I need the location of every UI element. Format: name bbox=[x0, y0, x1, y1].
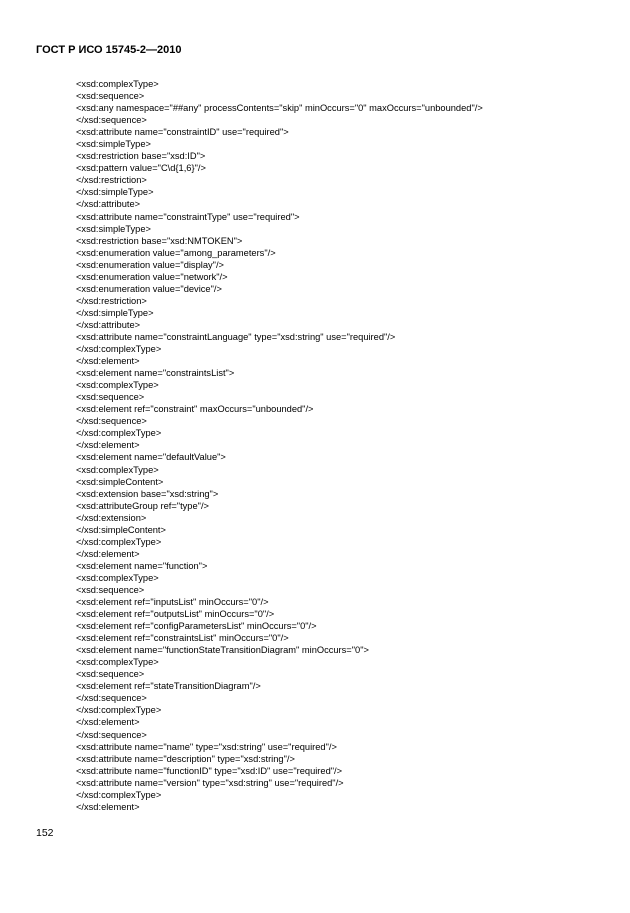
code-line: </xsd:complexType> bbox=[76, 428, 162, 439]
code-line: <xsd:restriction base="xsd:ID"> bbox=[76, 151, 206, 162]
code-line: </xsd:restriction> bbox=[76, 175, 147, 186]
code-line: <xsd:complexType> bbox=[76, 464, 159, 475]
code-line: <xsd:complexType> bbox=[76, 380, 159, 391]
code-line: </xsd:sequence> bbox=[76, 416, 147, 427]
code-line: <xsd:any namespace="##any" processContents="skip" minOccurs="0" maxOccurs="unbounded"/> bbox=[76, 103, 483, 114]
code-line: <xsd:attribute name="constraintLanguage" type="xsd:string" use="required"/> bbox=[76, 331, 396, 342]
code-line: <xsd:element ref="constraint" maxOccurs="unbounded"/> bbox=[76, 404, 314, 415]
page-header-title: ГОСТ Р ИСО 15745-2—2010 bbox=[36, 44, 182, 56]
code-line: <xsd:element ref="outputsList" minOccurs="0"/> bbox=[76, 609, 275, 620]
code-line: <xsd:complexType> bbox=[76, 657, 159, 668]
code-line: <xsd:enumeration value="display"/> bbox=[76, 259, 224, 270]
code-line: <xsd:attribute name="description" type="xsd:string"/> bbox=[76, 753, 295, 764]
code-line: <xsd:sequence> bbox=[76, 91, 145, 102]
code-line: </xsd:simpleContent> bbox=[76, 524, 166, 535]
code-line: <xsd:attribute name="functionID" type="xsd:ID" use="required"/> bbox=[76, 765, 343, 776]
page-number: 152 bbox=[36, 827, 54, 839]
code-line: </xsd:element> bbox=[76, 717, 140, 728]
code-line: <xsd:enumeration value="network"/> bbox=[76, 271, 228, 282]
code-line: <xsd:attribute name="constraintID" use="required"> bbox=[76, 127, 289, 138]
xsd-code-block bbox=[76, 78, 606, 813]
code-line: </xsd:restriction> bbox=[76, 295, 147, 306]
code-line: <xsd:complexType> bbox=[76, 79, 159, 89]
code-line: </xsd:sequence> bbox=[76, 729, 147, 740]
code-line: </xsd:sequence> bbox=[76, 693, 147, 704]
code-line: </xsd:element> bbox=[76, 801, 140, 812]
code-line: <xsd:attribute name="constraintType" use="required"> bbox=[76, 211, 300, 222]
code-line: <xsd:sequence> bbox=[76, 669, 145, 680]
code-line: <xsd:attribute name="name" type="xsd:string" use="required"/> bbox=[76, 741, 337, 752]
code-line: <xsd:element name="defaultValue"> bbox=[76, 452, 226, 463]
code-line: </xsd:complexType> bbox=[76, 789, 162, 800]
code-line: </xsd:simpleType> bbox=[76, 187, 154, 198]
code-line: <xsd:complexType> bbox=[76, 572, 159, 583]
code-line: </xsd:complexType> bbox=[76, 536, 162, 547]
code-line: <xsd:element ref="inputsList" minOccurs="0"/> bbox=[76, 597, 269, 608]
code-line: </xsd:attribute> bbox=[76, 319, 141, 330]
code-line: </xsd:attribute> bbox=[76, 199, 141, 210]
code-line: <xsd:sequence> bbox=[76, 584, 145, 595]
code-line: <xsd:element ref="constraintsList" minOccurs="0"/> bbox=[76, 633, 289, 644]
code-line: </xsd:element> bbox=[76, 356, 140, 367]
code-line: </xsd:element> bbox=[76, 548, 140, 559]
code-line: <xsd:element ref="configParametersList" minOccurs="0"/> bbox=[76, 621, 317, 632]
code-line: <xsd:restriction base="xsd:NMTOKEN"> bbox=[76, 235, 243, 246]
code-line: </xsd:sequence> bbox=[76, 115, 147, 126]
code-line: <xsd:attribute name="version" type="xsd:string" use="required"/> bbox=[76, 777, 344, 788]
code-line: <xsd:enumeration value="device"/> bbox=[76, 283, 222, 294]
code-line: </xsd:complexType> bbox=[76, 344, 162, 355]
code-line: <xsd:simpleType> bbox=[76, 223, 151, 234]
code-line: <xsd:simpleContent> bbox=[76, 476, 164, 487]
code-line: </xsd:element> bbox=[76, 440, 140, 451]
code-line: <xsd:attributeGroup ref="type"/> bbox=[76, 500, 209, 511]
code-line: <xsd:pattern value="C\d{1,6}"/> bbox=[76, 163, 206, 174]
code-line: </xsd:complexType> bbox=[76, 705, 162, 716]
code-line: </xsd:extension> bbox=[76, 512, 147, 523]
code-line: <xsd:element name="functionStateTransitionDiagram" minOccurs="0"> bbox=[76, 645, 369, 656]
code-line: <xsd:element name="function"> bbox=[76, 560, 208, 571]
code-line: <xsd:extension base="xsd:string"> bbox=[76, 488, 219, 499]
code-line: <xsd:simpleType> bbox=[76, 139, 151, 150]
code-line: <xsd:element name="constraintsList"> bbox=[76, 368, 235, 379]
code-line: <xsd:element ref="stateTransitionDiagram"/> bbox=[76, 681, 261, 692]
code-line: <xsd:sequence> bbox=[76, 392, 145, 403]
code-line: </xsd:simpleType> bbox=[76, 307, 154, 318]
code-line: <xsd:enumeration value="among_parameters"/> bbox=[76, 247, 276, 258]
